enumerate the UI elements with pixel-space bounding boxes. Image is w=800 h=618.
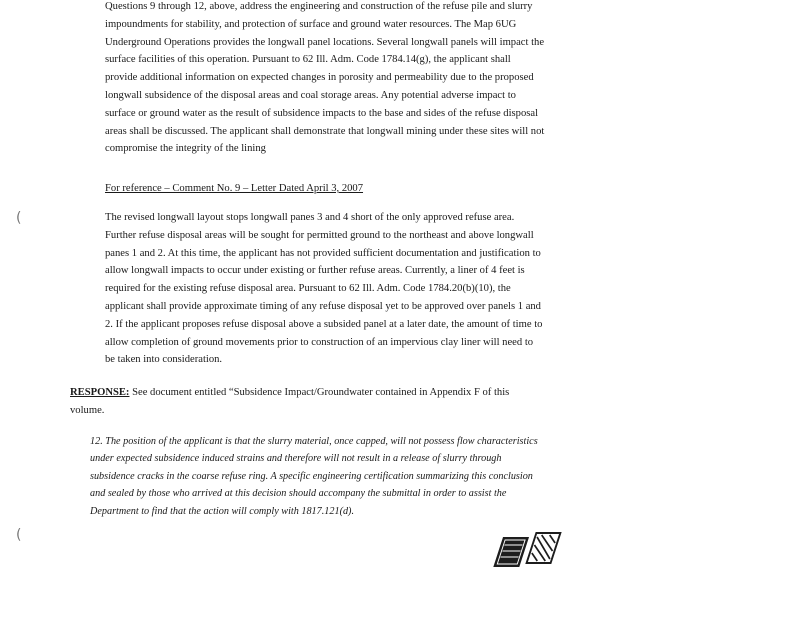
response-paragraph xyxy=(70,384,545,420)
item-12-paragraph: 12. The position of the applicant is that the slurry material, once capped, will not possess flow characteristics under expected subsidence induced strains and therefore will not result in a release of slurry through subsidence cracks in the coarse refuse ring. A specific engineering certification summarizing this conclusion and sealed by those who arrived at this decision should accompany the submittal in order to assist the Department to find that the action will comply with 1817.121(d). xyxy=(90,436,538,517)
response-label: RESPONSE: xyxy=(70,387,130,398)
margin-mark: ( xyxy=(16,210,22,226)
stamp-icon xyxy=(491,531,563,571)
margin-mark: ( xyxy=(16,527,22,543)
reference-heading: For reference – Comment No. 9 – Letter Dated April 3, 2007 xyxy=(105,183,364,194)
response-text: See document entitled “Subsidence Impact/Groundwater contained in Appendix F of this volume. xyxy=(70,387,510,416)
paragraph-revised-layout: The revised longwall layout stops longwall panes 3 and 4 short of the only approved refuse area. Further refuse disposal areas will be sought for permitted ground to the northeast and above longwall panes 1 and 2. At this time, the applicant has not provided sufficient documentation and justification to allow longwall impacts to occur under existing or further refuse areas. Currently, a liner of 4 feet is required for the existing refuse disposal area. Pursuant to 62 Ill. Adm. Code 1784.20(b)(10), the applicant shall provide approximate timing of any refuse disposal yet to be approved over panels 1 and 2. If the applicant proposes refuse disposal above a subsided panel at a later date, the amount of time to allow completion of ground movements prior to construction of an impervious clay liner will need to be taken into consideration. xyxy=(105,212,543,366)
paragraph-questions: Questions 9 through 12, above, address the engineering and construction of the refuse pile and slurry impoundments for stability, and protection of surface and ground water resources. The Map 6UG Underground Operations provides the longwall panel locations. Several longwall panels will impact the surface facilities of this operation. Pursuant to 62 Ill. Adm. Code 1784.14(g), the applicant shall provide additional information on expected changes in porosity and permeability due to the proposed longwall subsidence of the disposal areas and coal storage areas. Any potential adverse impact to surface or ground water as the result of subsidence impacts to the base and sides of the refuse disposal areas shall be discussed. The applicant shall demonstrate that longwall mining under these sites will not compromise the integrity of the lining xyxy=(105,1,545,155)
